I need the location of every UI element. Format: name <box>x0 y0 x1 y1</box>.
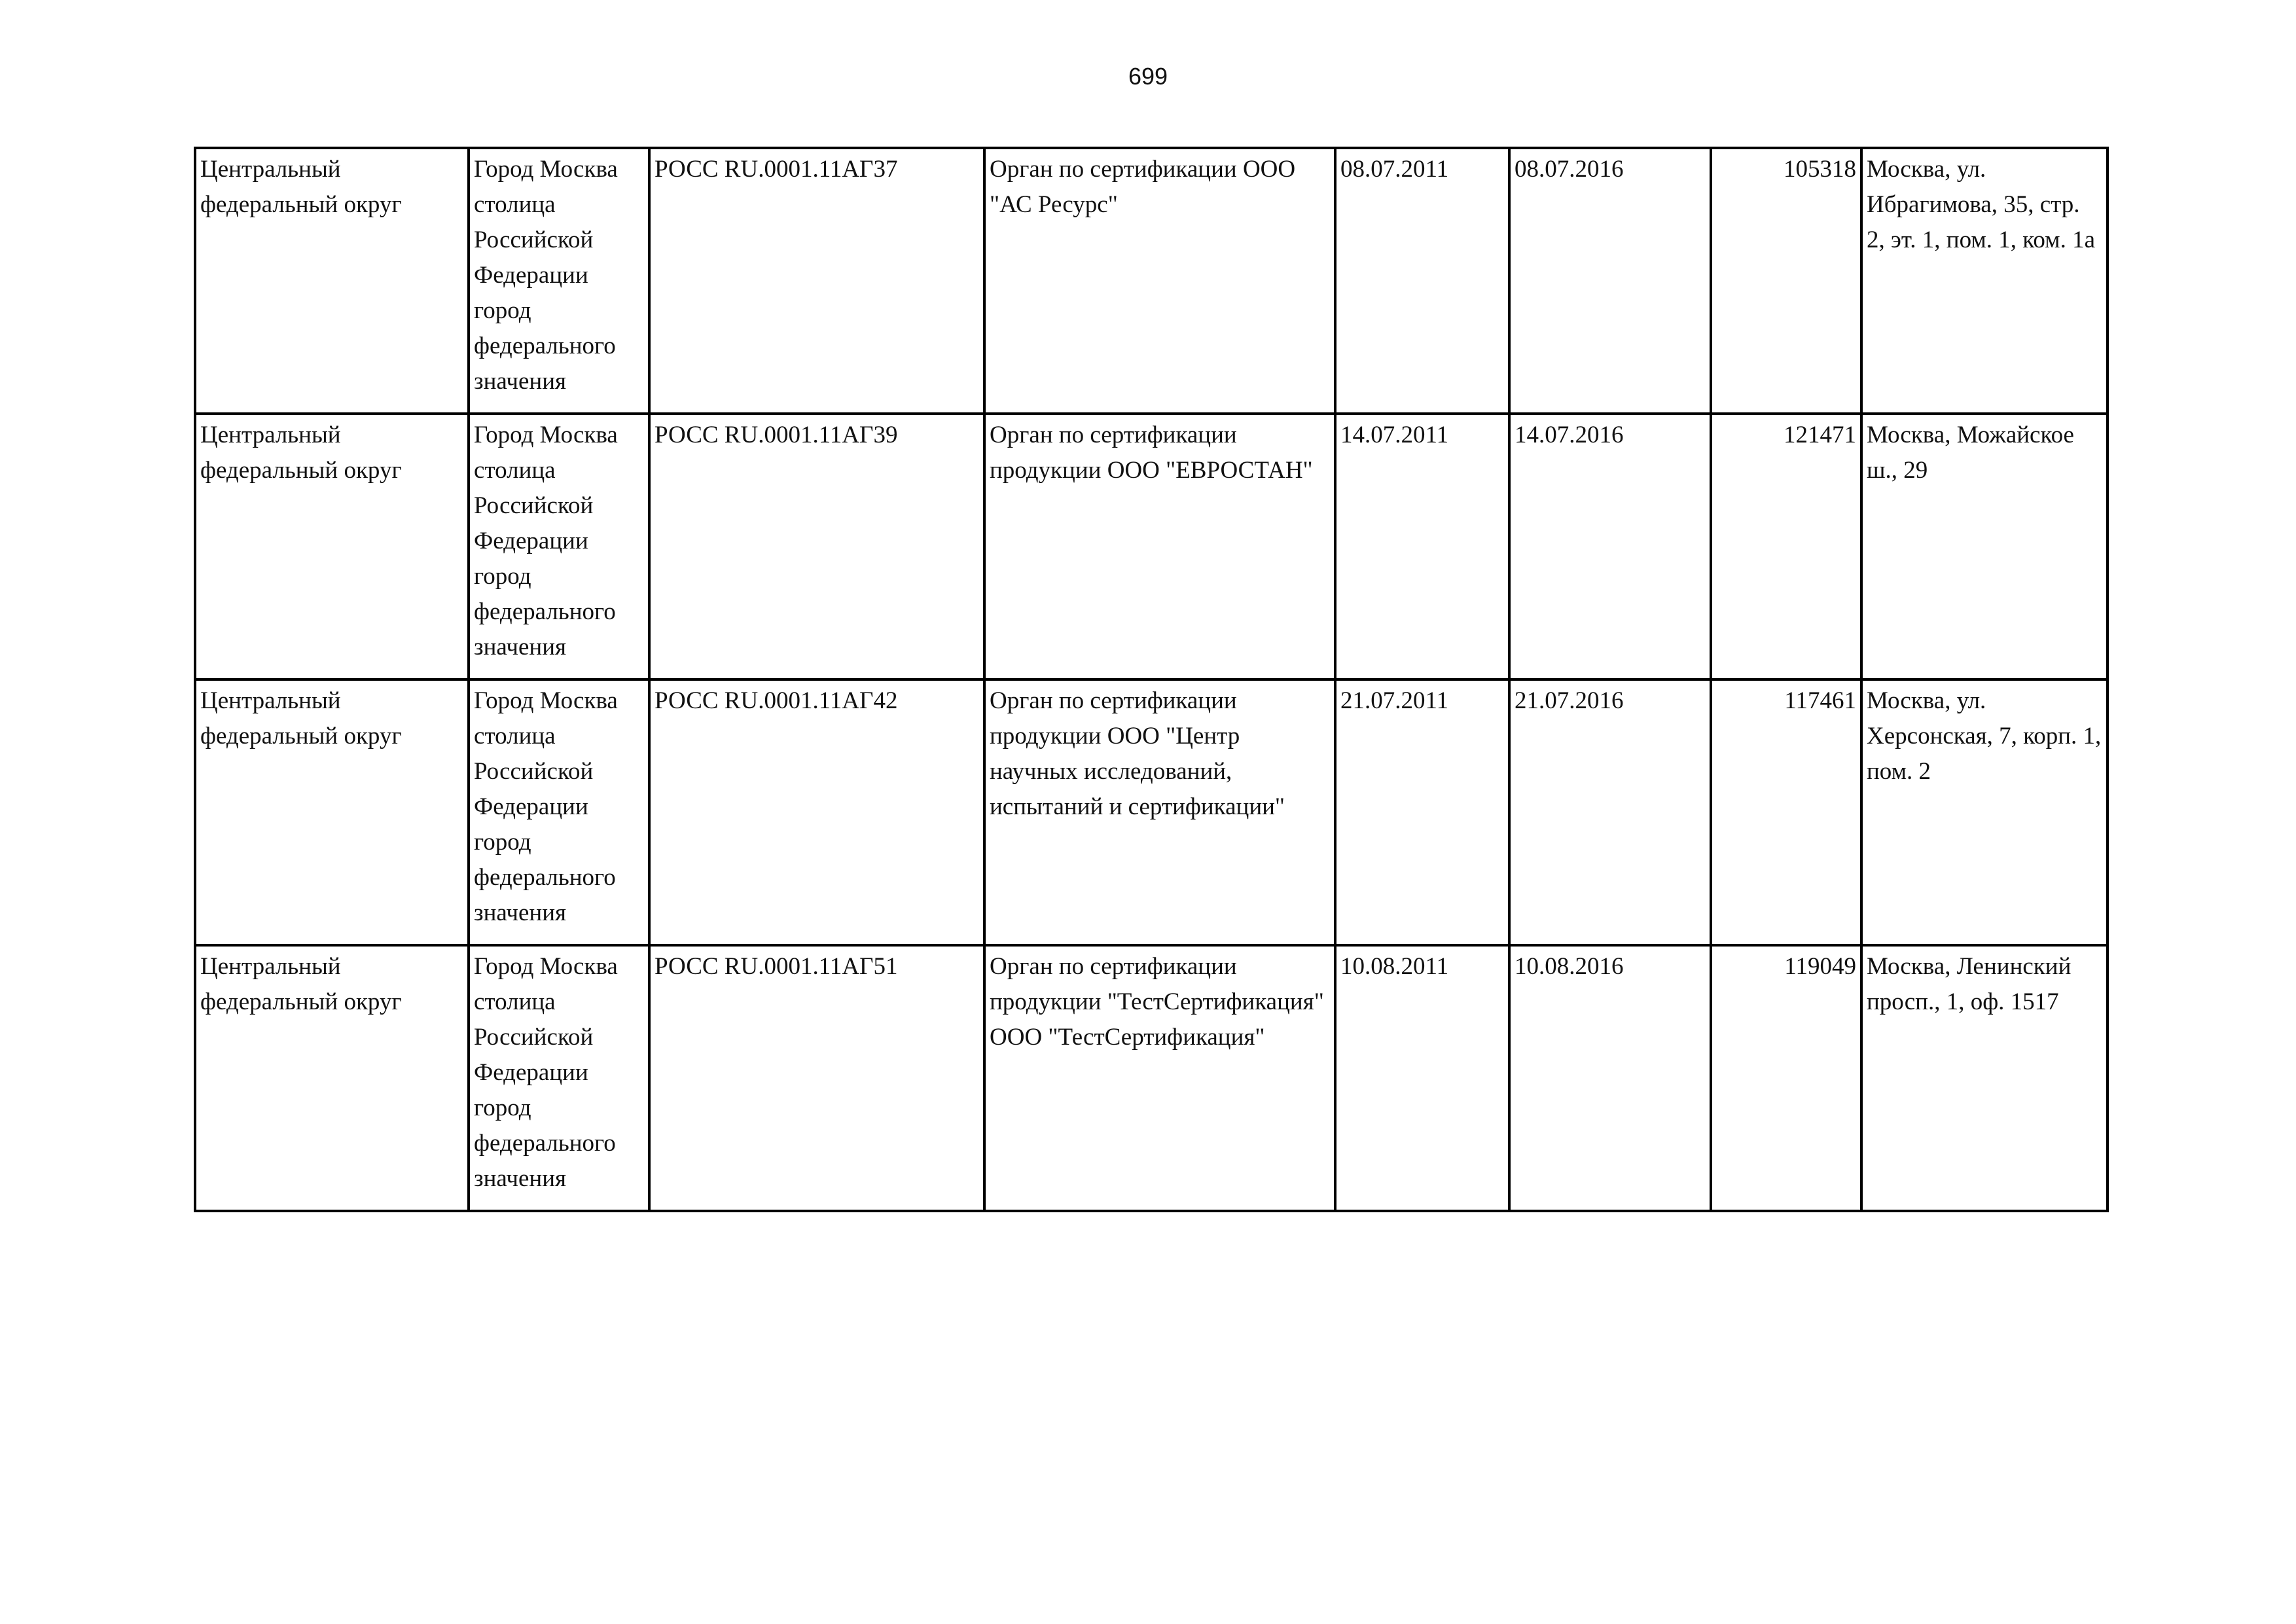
date-to-cell <box>1509 148 1711 414</box>
date-from-text: 21.07.2011 <box>1340 687 1449 714</box>
certification-body-text: Орган по сертификации продукции ООО "ЕВРОСТАН" <box>990 422 1313 484</box>
date-to-cell <box>1509 414 1711 679</box>
address-text: Москва, ул. Херсонская, 7, корп. 1, пом. 2 <box>1867 687 2102 785</box>
date-from-cell <box>1335 679 1509 945</box>
postcode-cell <box>1711 945 1861 1211</box>
region-text: Город Москва столица Российской Федерации город федерального значения <box>474 156 618 395</box>
page-number: 699 <box>1128 63 1168 90</box>
date-to-cell <box>1509 679 1711 945</box>
table-body <box>195 148 2108 1211</box>
date-to-text: 10.08.2016 <box>1515 953 1624 980</box>
postcode-cell <box>1711 414 1861 679</box>
address-text: Москва, Можайское ш., 29 <box>1867 422 2074 484</box>
date-from-text: 08.07.2011 <box>1340 156 1449 183</box>
district-text: Центральный федеральный округ <box>200 422 402 484</box>
postcode-text: 105318 <box>1784 156 1856 183</box>
registration-number-cell <box>649 945 984 1211</box>
address-text: Москва, Ленинский просп., 1, оф. 1517 <box>1867 953 2072 1015</box>
table-row <box>195 679 2108 945</box>
postcode-cell <box>1711 679 1861 945</box>
certification-body-cell <box>984 945 1335 1211</box>
date-to-cell <box>1509 945 1711 1211</box>
postcode-text: 119049 <box>1784 953 1856 980</box>
date-from-text: 14.07.2011 <box>1340 422 1449 448</box>
postcode-text: 121471 <box>1784 422 1856 448</box>
region-cell <box>469 414 649 679</box>
date-from-text: 10.08.2011 <box>1340 953 1449 980</box>
district-text: Центральный федеральный округ <box>200 156 402 218</box>
certification-body-text: Орган по сертификации продукции ООО "Центр научных исследований, испытаний и сертификации" <box>990 687 1285 820</box>
certification-body-cell <box>984 148 1335 414</box>
registration-number-text: РОСС RU.0001.11АГ39 <box>655 422 898 448</box>
registration-number-cell <box>649 414 984 679</box>
address-cell <box>1861 679 2108 945</box>
certification-body-text: Орган по сертификации ООО "АС Ресурс" <box>990 156 1296 218</box>
table-row <box>195 148 2108 414</box>
district-cell <box>195 148 469 414</box>
postcode-text: 117461 <box>1784 687 1856 714</box>
date-from-cell <box>1335 414 1509 679</box>
district-cell <box>195 679 469 945</box>
table-row <box>195 414 2108 679</box>
address-text: Москва, ул. Ибрагимова, 35, стр. 2, эт. 1, пом. 1, ком. 1а <box>1867 156 2096 253</box>
date-to-text: 14.07.2016 <box>1515 422 1624 448</box>
certification-body-cell <box>984 414 1335 679</box>
postcode-cell <box>1711 148 1861 414</box>
registration-number-text: РОСС RU.0001.11АГ42 <box>655 687 898 714</box>
certification-registry-table <box>194 147 2109 1212</box>
registration-number-text: РОСС RU.0001.11АГ51 <box>655 953 898 980</box>
district-text: Центральный федеральный округ <box>200 953 402 1015</box>
region-cell <box>469 148 649 414</box>
date-from-cell <box>1335 945 1509 1211</box>
address-cell <box>1861 148 2108 414</box>
address-cell <box>1861 945 2108 1211</box>
region-cell <box>469 945 649 1211</box>
region-text: Город Москва столица Российской Федерации город федерального значения <box>474 422 618 660</box>
registration-number-text: РОСС RU.0001.11АГ37 <box>655 156 898 183</box>
region-text: Город Москва столица Российской Федерации город федерального значения <box>474 687 618 926</box>
region-cell <box>469 679 649 945</box>
certification-body-text: Орган по сертификации продукции "ТестСертификация" ООО "ТестСертификация" <box>990 953 1324 1051</box>
district-cell <box>195 414 469 679</box>
date-to-text: 21.07.2016 <box>1515 687 1624 714</box>
region-text: Город Москва столица Российской Федерации город федерального значения <box>474 953 618 1192</box>
district-cell <box>195 945 469 1211</box>
address-cell <box>1861 414 2108 679</box>
registration-number-cell <box>649 148 984 414</box>
certification-body-cell <box>984 679 1335 945</box>
district-text: Центральный федеральный округ <box>200 687 402 749</box>
table-row <box>195 945 2108 1211</box>
date-to-text: 08.07.2016 <box>1515 156 1624 183</box>
registration-number-cell <box>649 679 984 945</box>
date-from-cell <box>1335 148 1509 414</box>
